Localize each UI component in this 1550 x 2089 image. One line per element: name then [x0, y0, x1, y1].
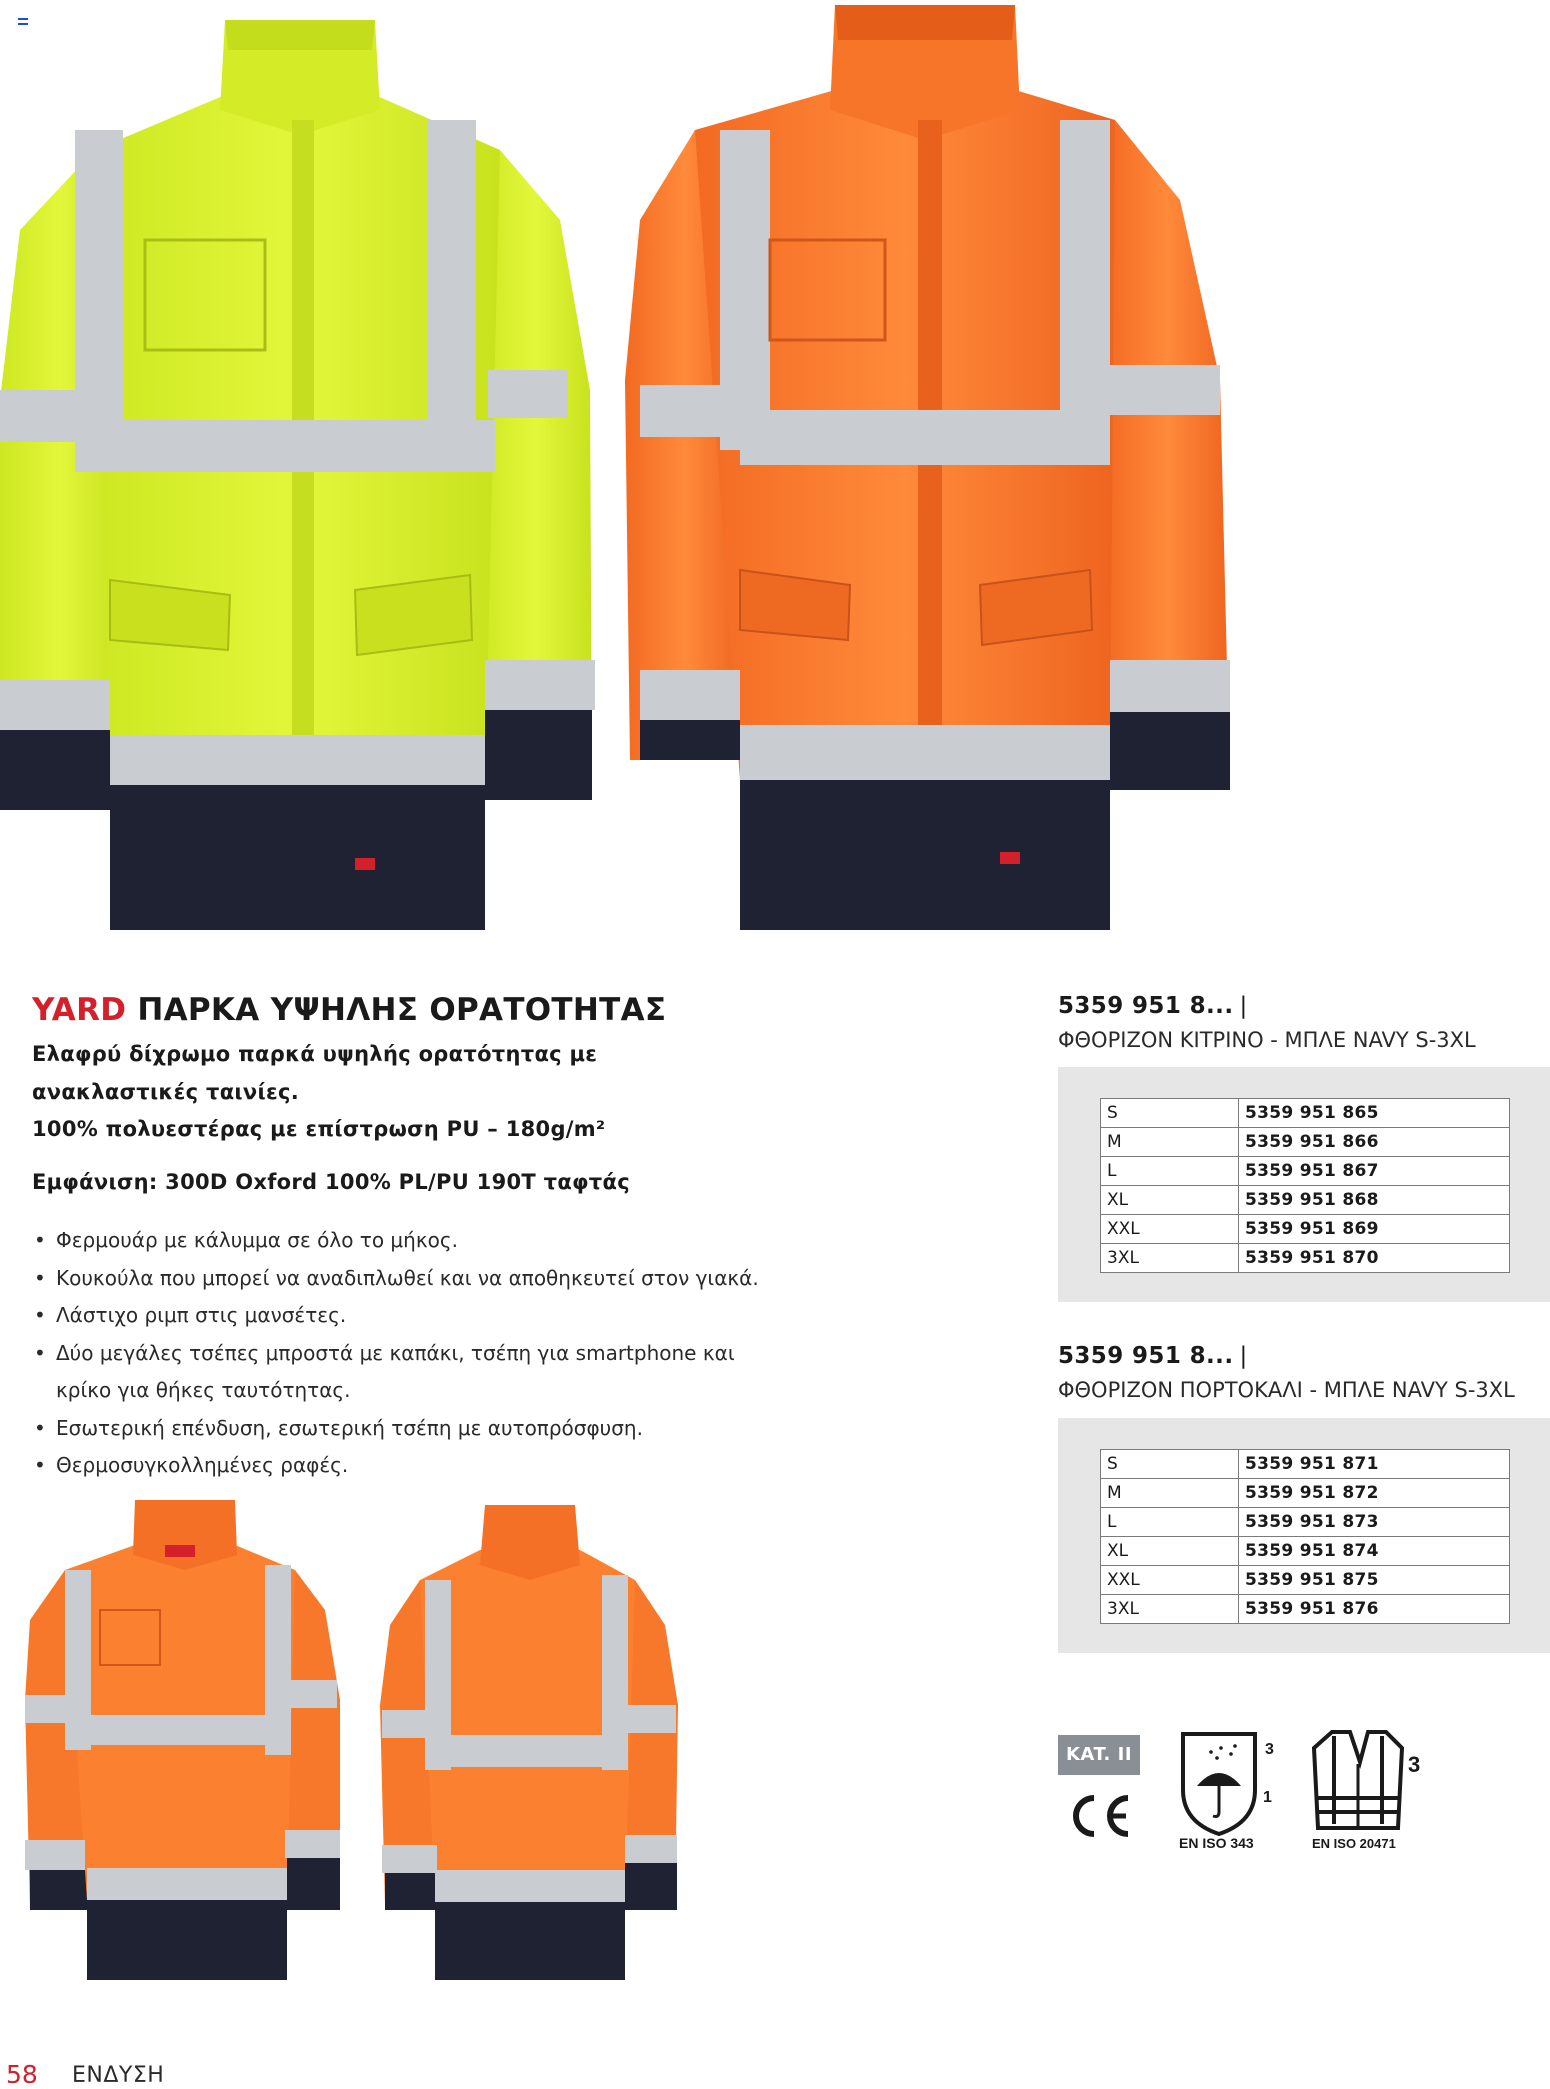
size-row	[1101, 1450, 1510, 1479]
product-title	[32, 992, 666, 1028]
variant-yellow-size-panel	[1058, 1067, 1550, 1302]
variant-orange-color-label: ΦΘΟΡΙΖΟΝ ΠΟΡΤΟΚΑΛΙ - ΜΠΛΕ NAVY S-3XL	[1058, 1378, 1515, 1402]
iso343-bottom-rating: 1	[1263, 1789, 1272, 1806]
size-cell: M	[1101, 1479, 1239, 1508]
ce-mark-icon	[1068, 1792, 1134, 1840]
size-cell: 3XL	[1101, 1595, 1239, 1624]
product-description-line-1: Ελαφρύ δίχρωμο παρκά υψηλής ορατότητας με	[32, 1042, 598, 1066]
size-row	[1101, 1566, 1510, 1595]
size-cell: XL	[1101, 1186, 1239, 1215]
variant-yellow-code	[1058, 993, 1248, 1019]
feature-item: • Θερμοσυγκολλημένες ραφές.	[32, 1447, 759, 1485]
product-code-cell: 5359 951 876	[1239, 1595, 1510, 1624]
variant-code-prefix: 5359 951 8...	[1058, 1343, 1234, 1369]
feature-item: • Εσωτερική επένδυση, εσωτερική τσέπη με αυτοπρόσφυση.	[32, 1410, 759, 1448]
variant-separator: |	[1239, 993, 1248, 1019]
product-code-cell: 5359 951 866	[1239, 1128, 1510, 1157]
variant-orange-size-panel	[1058, 1418, 1550, 1653]
product-code-cell: 5359 951 871	[1239, 1450, 1510, 1479]
size-row	[1101, 1157, 1510, 1186]
product-description-line-2: ανακλαστικές ταινίες.	[32, 1080, 300, 1104]
page-number: 58	[6, 2060, 38, 2089]
product-code-cell: 5359 951 873	[1239, 1508, 1510, 1537]
section-name: ΕΝΔΥΣΗ	[72, 2063, 165, 2088]
variant-separator: |	[1239, 1343, 1248, 1369]
product-appearance: Εμφάνιση: 300D Oxford 100% PL/PU 190T ταφτάς	[32, 1170, 630, 1194]
size-row	[1101, 1099, 1510, 1128]
product-code-cell: 5359 951 872	[1239, 1479, 1510, 1508]
iso20471-class: 3	[1408, 1752, 1421, 1777]
size-cell: L	[1101, 1157, 1239, 1186]
feature-item: • Φερμουάρ με κάλυμμα σε όλο το μήκος.	[32, 1222, 759, 1260]
orange-parka-back-small-photo	[380, 1505, 680, 1980]
size-row	[1101, 1244, 1510, 1273]
product-code-cell: 5359 951 868	[1239, 1186, 1510, 1215]
product-code-cell: 5359 951 870	[1239, 1244, 1510, 1273]
iso20471-label: EN ISO 20471	[1312, 1836, 1396, 1851]
size-cell: XXL	[1101, 1566, 1239, 1595]
size-cell: S	[1101, 1450, 1239, 1479]
product-code-cell: 5359 951 867	[1239, 1157, 1510, 1186]
size-code-table	[1100, 1098, 1510, 1273]
product-code-cell: 5359 951 865	[1239, 1099, 1510, 1128]
product-code-cell: 5359 951 875	[1239, 1566, 1510, 1595]
size-row	[1101, 1479, 1510, 1508]
size-cell: XL	[1101, 1537, 1239, 1566]
yellow-parka-photo	[0, 0, 600, 930]
feature-list	[32, 1222, 759, 1485]
variant-orange-code	[1058, 1343, 1248, 1369]
size-cell: M	[1101, 1128, 1239, 1157]
size-row	[1101, 1215, 1510, 1244]
en-iso-20471-icon	[1310, 1728, 1440, 1856]
size-row	[1101, 1186, 1510, 1215]
size-cell: 3XL	[1101, 1244, 1239, 1273]
size-row	[1101, 1128, 1510, 1157]
size-row	[1101, 1508, 1510, 1537]
product-composition: 100% πολυεστέρας με επίστρωση PU – 180g/m²	[32, 1117, 606, 1141]
feature-item: • Δύο μεγάλες τσέπες μπροστά με καπάκι, τσέπη για smartphone και	[32, 1335, 759, 1373]
feature-item: • Λάστιχο ριμπ στις μανσέτες.	[32, 1297, 759, 1335]
iso343-label: EN ISO 343	[1179, 1835, 1254, 1850]
orange-parka-front-small-photo	[25, 1500, 345, 1980]
size-code-table	[1100, 1449, 1510, 1624]
variant-code-prefix: 5359 951 8...	[1058, 993, 1234, 1019]
en-iso-343-icon	[1175, 1730, 1295, 1850]
orange-parka-photo	[620, 0, 1240, 930]
size-cell: S	[1101, 1099, 1239, 1128]
product-code-cell: 5359 951 869	[1239, 1215, 1510, 1244]
product-brand: YARD	[32, 992, 127, 1028]
feature-item-continuation: κρίκο για θήκες ταυτότητας.	[56, 1378, 351, 1402]
product-name: ΠΑΡΚΑ ΥΨΗΛΗΣ ΟΡΑΤΟΤΗΤΑΣ	[137, 992, 667, 1028]
product-code-cell: 5359 951 874	[1239, 1537, 1510, 1566]
size-cell: L	[1101, 1508, 1239, 1537]
size-row	[1101, 1537, 1510, 1566]
size-cell: XXL	[1101, 1215, 1239, 1244]
iso343-top-rating: 3	[1265, 1741, 1274, 1758]
feature-item: • Κουκούλα που μπορεί να αναδιπλωθεί και να αποθηκευτεί στον γιακά.	[32, 1260, 759, 1298]
category-badge: KAT. II	[1058, 1735, 1140, 1775]
variant-yellow-color-label: ΦΘΟΡΙΖΟΝ ΚΙΤΡΙΝΟ - ΜΠΛΕ NAVY S-3XL	[1058, 1028, 1476, 1052]
size-row	[1101, 1595, 1510, 1624]
